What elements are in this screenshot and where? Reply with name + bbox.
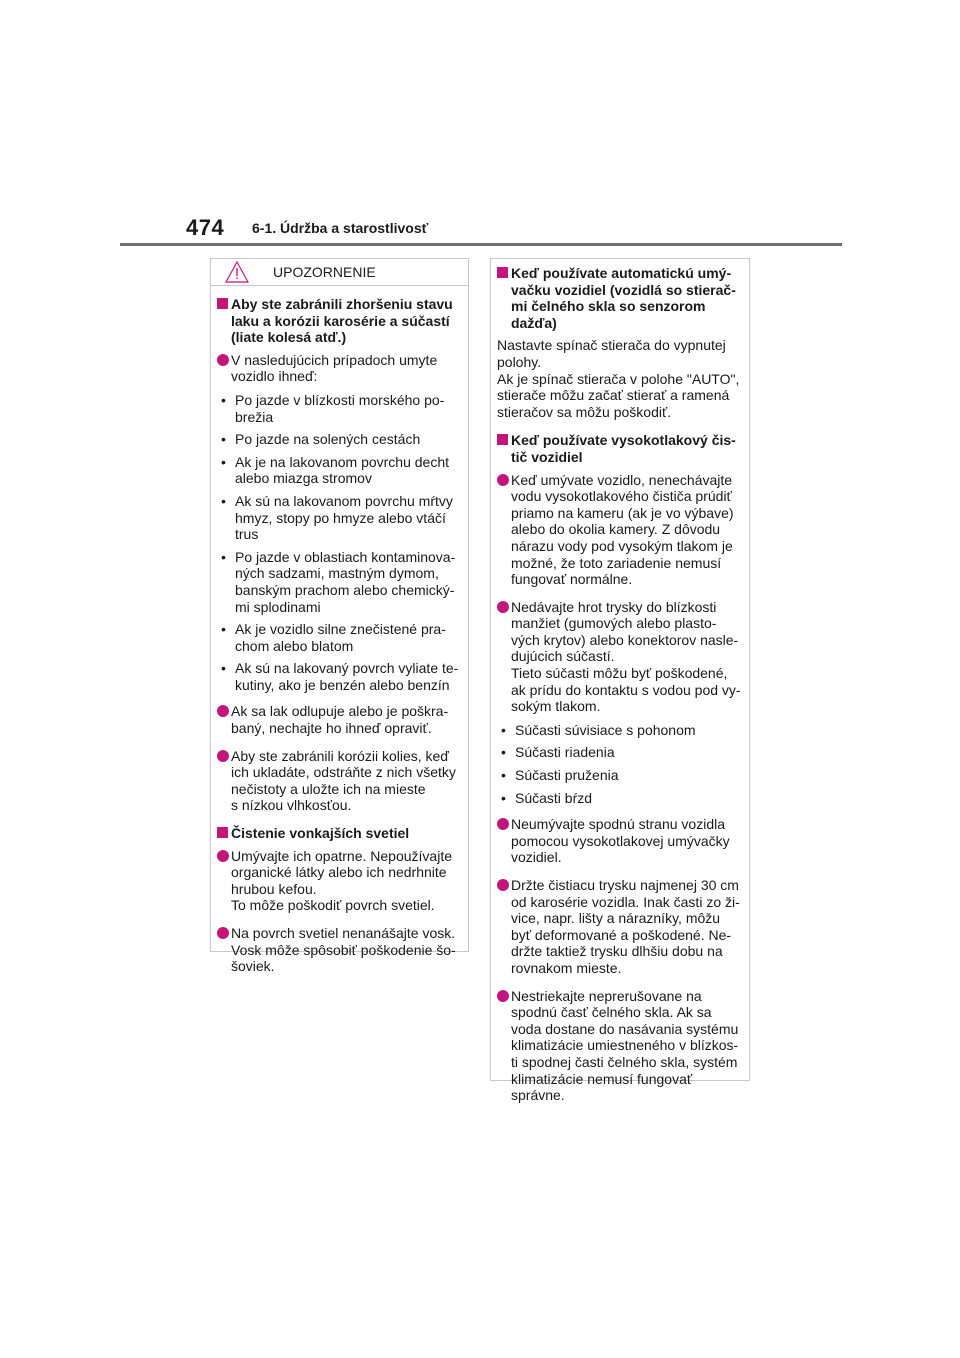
heading-text: Keď používate vysokotlakový čis- tič vozidiel [511, 432, 736, 465]
dot-marker-icon: • [501, 744, 506, 761]
list-item [217, 454, 462, 487]
list-item-text: Ak je vozidlo silne znečistené pra- chom alebo blatom [235, 621, 446, 654]
bullet-wash-immediately [217, 352, 462, 385]
list-item-text: Súčasti súvisiace s pohonom [515, 721, 696, 738]
list-item [217, 660, 462, 693]
heading-text: Čistenie vonkajších svetiel [231, 825, 410, 842]
dot-marker-icon: • [221, 621, 226, 638]
list-item [217, 431, 462, 448]
bullet-nozzle-tip [497, 599, 743, 715]
heading-automatic-car-wash [497, 265, 743, 331]
bullet-paint-peeling [217, 703, 462, 736]
dot-marker-icon: • [501, 721, 506, 738]
heading-corrosion [217, 296, 462, 346]
list-item-text: Súčasti pruženia [515, 767, 619, 784]
list-item-text: Po jazde na solených cestách [235, 431, 421, 448]
dot-marker-icon: • [221, 660, 226, 677]
bullet-camera-water [497, 472, 743, 588]
circle-bullet-icon [497, 879, 509, 891]
list-item-text: Ak sú na lakovaný povrch vyliate te- kutiny, ako je benzén alebo benzín [235, 660, 459, 693]
dot-marker-icon: • [221, 492, 226, 509]
bullet-text: Ak sa lak odlupuje alebo je poškra- baný, nechajte ho ihneď opraviť. [231, 703, 449, 737]
dot-marker-icon: • [221, 431, 226, 448]
bullet-nozzle-distance [497, 877, 743, 977]
list-item [497, 744, 743, 761]
bullet-text: Držte čistiacu trysku najmenej 30 cm od karosérie vozidla. Inak časti zo ži- vice, napr. lišty a nárazníky, môžu byť deformované a poškodené. Ne- držte taktiež trysku dlhšiu dobu na rovnakom mieste. [511, 877, 740, 976]
list-item-text: Súčasti bŕzd [515, 789, 593, 806]
circle-bullet-icon [497, 818, 509, 830]
list-item-text: Súčasti riadenia [515, 744, 615, 761]
dot-marker-icon: • [501, 789, 506, 806]
list-item [217, 621, 462, 654]
warning-header [211, 259, 468, 286]
bullet-wheel-storage [217, 748, 462, 814]
dot-marker-icon: • [221, 453, 226, 470]
header-divider [120, 243, 842, 246]
page-number: 474 [186, 215, 225, 240]
list-item [217, 549, 462, 615]
bullet-windshield-spray [497, 988, 743, 1104]
circle-bullet-icon [217, 705, 229, 717]
circle-bullet-icon [217, 354, 229, 366]
bullet-text: Keď umývate vozidlo, nenechávajte vodu vysokotlakového čističa prúdiť priamo na kameru (ak je vo výbave) alebo do okolia kamery. Z dôvodu nárazu vody pod vysokým tlakom je možné, že toto zariadenie nemusí fungovať normálne. [511, 471, 734, 588]
bullet-text: Na povrch svetiel nenanášajte vosk. Vosk môže spôsobiť poškodenie šo- šoviek. [231, 925, 456, 975]
warning-label: UPOZORNENIE [273, 263, 376, 280]
list-item-text: Po jazde v oblastiach kontaminova- ných sadzami, mastným dymom, banským prachom alebo chemický- mi splodinami [235, 548, 456, 615]
bullet-no-wax [217, 925, 462, 975]
square-bullet-icon [217, 827, 228, 838]
continuation-box [490, 258, 750, 1104]
bullet-wash-carefully [217, 848, 462, 914]
bullet-underside [497, 816, 743, 866]
circle-bullet-icon [497, 474, 509, 486]
circle-bullet-icon [217, 750, 229, 762]
bullet-text: V nasledujúcich prípadoch umyte vozidlo ihneď: [231, 351, 438, 385]
dot-marker-icon: • [501, 767, 506, 784]
circle-bullet-icon [217, 927, 229, 939]
bullet-text: Neumývajte spodnú stranu vozidla pomocou vysokotlakovej umývačky vozidiel. [511, 816, 730, 866]
circle-bullet-icon [497, 990, 509, 1002]
bullet-text: Nedávajte hrot trysky do blízkosti manžiet (gumových alebo plasto- vých krytov) alebo konektorov nasle- dujúcich súčastí. Tieto súčasti môžu byť poškodené, ak prídu do kontaktu s vodou pod vy- sokým tlakom. [511, 598, 741, 715]
list-item [497, 767, 743, 784]
dot-marker-icon: • [221, 391, 226, 408]
warning-box [210, 258, 469, 975]
list-item [497, 790, 743, 807]
bullet-text: Aby ste zabránili korózii kolies, keď ich ukladáte, odstráňte z nich všetky nečistoty a uložte ich na mieste s nízkou vlhkosťou. [231, 747, 456, 814]
dot-marker-icon: • [221, 548, 226, 565]
paragraph-wiper-switch: Nastavte spínač stierača do vypnutej polohy. Ak je spínač stierača v polohe "AUTO", stierače môžu začať stierať a ramená stieračov sa môžu poškodiť. [497, 337, 740, 420]
bullet-text: Umývajte ich opatrne. Nepoužívajte organické látky alebo ich nedrhnite hrubou kefou. To môže poškodiť povrch svetiel. [231, 847, 452, 914]
list-item [497, 722, 743, 739]
heading-text: Aby ste zabránili zhoršeniu stavu laku a korózii karosérie a súčastí (liate kolesá atď.) [231, 296, 453, 346]
section-title: 6-1. Údržba a starostlivosť [252, 220, 429, 236]
bullet-text: Nestriekajte neprerušovane na spodnú časť čelného skla. Ak sa voda dostane do nasávania systému klimatizácie umiestneného v blízkos- ti spodnej časti čelného skla, systém klimatizácie nemusí fungovať správne. [511, 987, 739, 1104]
square-bullet-icon [217, 298, 228, 309]
heading-text: Keď používate automatickú umý- vačku vozidiel (vozidlá so stierač- mi čelného skla so senzorom dažďa) [511, 265, 736, 331]
warning-triangle-icon [225, 261, 249, 283]
square-bullet-icon [497, 434, 508, 445]
list-item [217, 392, 462, 425]
list-item [217, 493, 462, 543]
square-bullet-icon [497, 267, 508, 278]
list-item-text: Ak sú na lakovanom povrchu mŕtvy hmyz, stopy po hmyze alebo vtáčí trus [235, 492, 453, 543]
heading-exterior-lights [217, 825, 462, 842]
list-item-text: Ak je na lakovanom povrchu decht alebo miazga stromov [235, 453, 450, 487]
circle-bullet-icon [217, 850, 229, 862]
heading-high-pressure-washer [497, 432, 743, 465]
circle-bullet-icon [497, 601, 509, 613]
list-item-text: Po jazde v blízkosti morského po- brežia [235, 391, 445, 425]
